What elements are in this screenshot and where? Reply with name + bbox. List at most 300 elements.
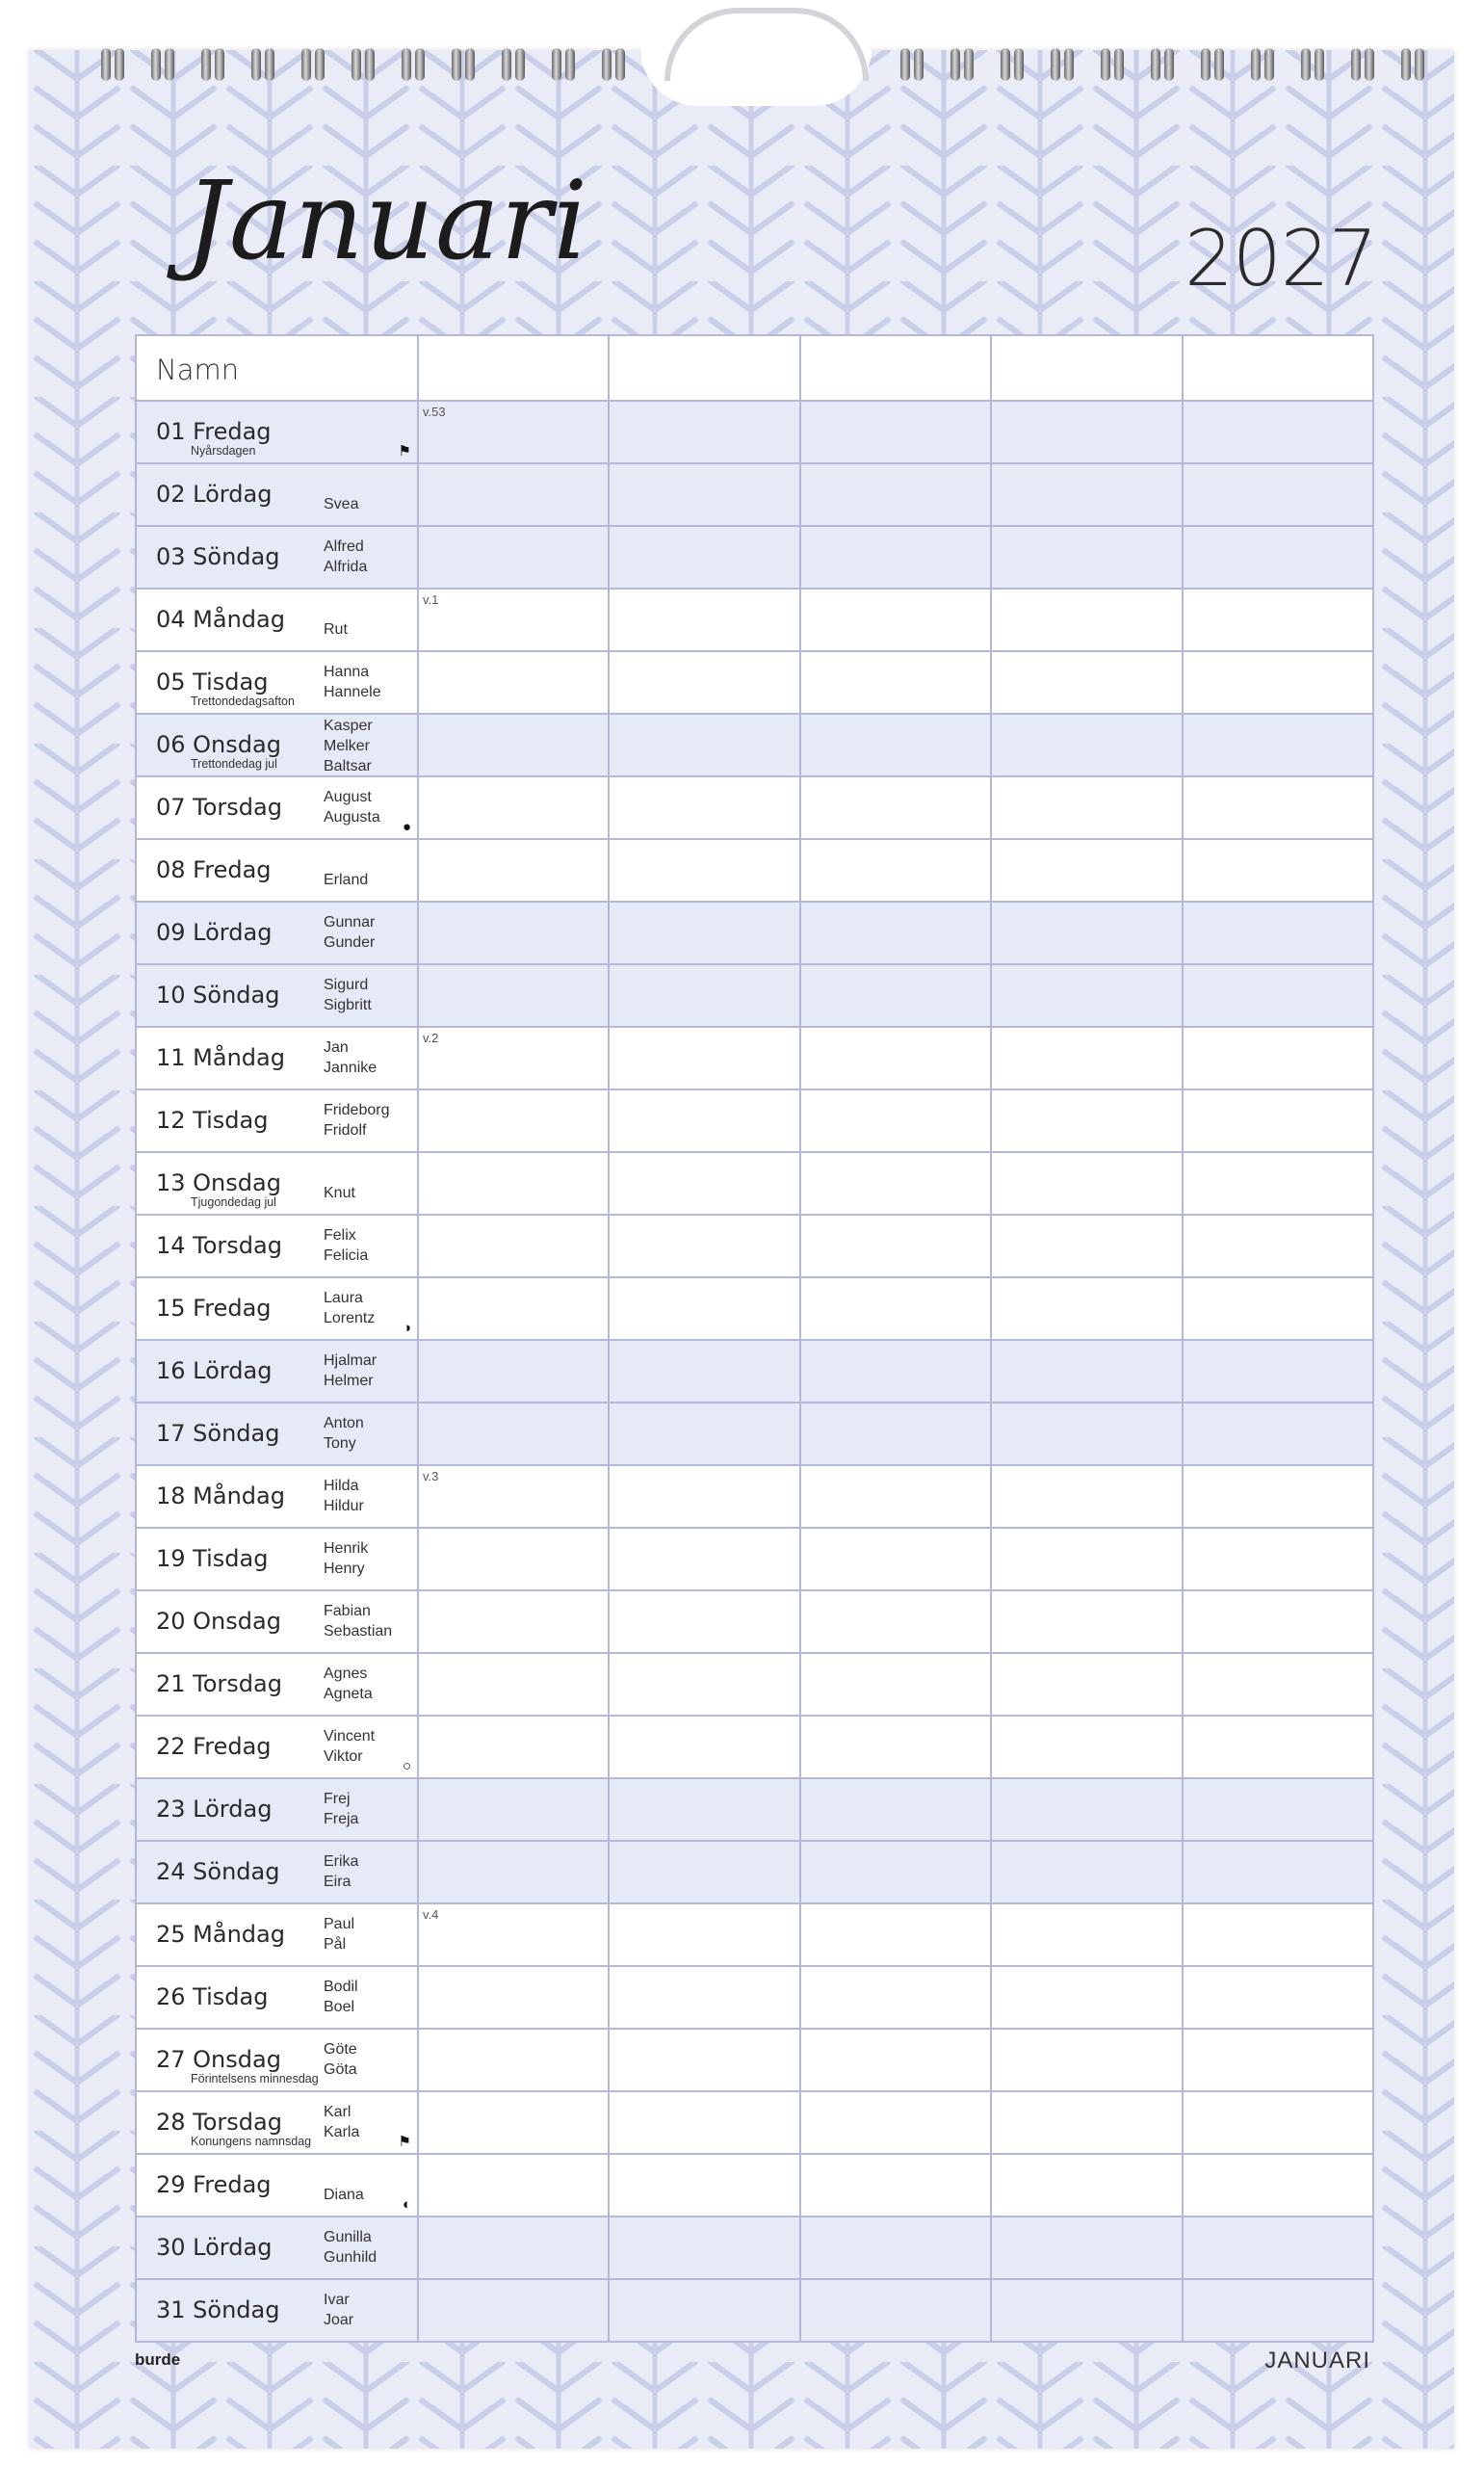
name-day-entry: Knut [324,1185,355,1201]
name-day-entry: Jan [324,1039,349,1056]
day-label: 22 Fredag [156,1733,272,1760]
entry-cell[interactable] [1184,1529,1372,1589]
entry-cell[interactable] [610,1529,800,1589]
name-day-list [324,2290,353,2330]
day-row [137,2030,1372,2092]
entry-cell[interactable] [801,652,992,713]
entry-cell[interactable] [610,2217,800,2278]
entry-cell[interactable] [419,590,610,650]
day-label: 17 Söndag [156,1420,280,1447]
entry-cell[interactable] [1184,1216,1372,1276]
entry-cell[interactable] [1184,1591,1372,1652]
binding-ring [1114,48,1124,81]
entry-cell[interactable] [610,2092,800,2153]
entry-cell[interactable] [419,1404,610,1464]
name-day-entry: Kasper [324,718,373,734]
entry-cell[interactable] [801,840,992,901]
entry-cell[interactable] [1184,715,1372,775]
name-day-entry: Boel [324,1999,355,2015]
entry-cell[interactable] [992,2217,1183,2278]
entry-cell[interactable] [801,1904,992,1965]
entry-cell[interactable] [801,777,992,838]
name-column-header[interactable] [801,336,992,400]
day-label-cell [137,840,419,901]
entry-cell[interactable] [801,1717,992,1777]
entry-cell[interactable] [1184,777,1372,838]
entry-cell[interactable] [992,1153,1183,1214]
entry-cell[interactable] [610,1278,800,1339]
name-day-entry: Paul [324,1916,355,1932]
name-day-list [324,2227,377,2268]
entry-cell[interactable] [610,1090,800,1151]
day-row [137,1404,1372,1466]
name-day-list [324,1851,358,1892]
name-day-list [324,2185,364,2205]
entry-cell[interactable] [992,2155,1183,2216]
day-label-cell [137,1216,419,1276]
day-label-cell [137,652,419,713]
name-day-list [324,1726,375,1767]
entry-cell[interactable] [1184,1278,1372,1339]
entry-cell[interactable] [419,1842,610,1902]
name-day-list [324,2039,357,2080]
entry-cell[interactable] [801,1591,992,1652]
entry-cell[interactable] [992,1529,1183,1589]
binding-ring [402,48,411,81]
name-day-list [324,1789,358,1829]
entry-cell[interactable] [419,965,610,1026]
entry-cell[interactable] [1184,903,1372,963]
entry-cell[interactable] [419,715,610,775]
entry-cell[interactable] [992,1028,1183,1089]
binding-ring [251,48,261,81]
name-day-entry: Augusta [324,809,380,826]
entry-cell[interactable] [801,402,992,462]
binding-ring [1301,48,1311,81]
entry-cell[interactable] [419,840,610,901]
entry-cell[interactable] [1184,2217,1372,2278]
name-day-entry: Pål [324,1936,347,1953]
day-row [137,1967,1372,2030]
entry-cell[interactable] [1184,590,1372,650]
entry-cell[interactable] [610,2030,800,2090]
name-day-entry: Felix [324,1227,356,1244]
entry-cell[interactable] [1184,1717,1372,1777]
day-row [137,1090,1372,1153]
entry-cell[interactable] [801,590,992,650]
entry-cell[interactable] [801,2280,992,2341]
day-row [137,777,1372,840]
name-day-list [324,1037,377,1078]
calendar-grid [135,334,1374,2343]
entry-cell[interactable] [801,1779,992,1840]
entry-cell[interactable] [1184,840,1372,901]
day-label-cell [137,2092,419,2153]
day-label: 02 Lördag [156,481,273,508]
flag-icon: ⚑ [398,443,411,459]
day-label: 28 Torsdag [156,2109,282,2136]
name-column-header[interactable] [992,336,1183,400]
entry-cell[interactable] [419,1278,610,1339]
week-number: v.2 [423,1031,439,1045]
entry-cell[interactable] [610,1591,800,1652]
day-row [137,715,1372,777]
day-row [137,527,1372,590]
entry-cell[interactable] [610,527,800,588]
day-row [137,2092,1372,2155]
entry-cell[interactable] [992,715,1183,775]
entry-cell[interactable] [419,1216,610,1276]
entry-cell[interactable] [1184,1779,1372,1840]
day-label-cell [137,1717,419,1777]
day-label-cell [137,715,419,775]
entry-cell[interactable] [610,1216,800,1276]
name-day-entry: Frej [324,1791,351,1807]
entry-cell[interactable] [992,777,1183,838]
holiday-label: Trettondedagsafton [191,695,295,708]
day-row [137,1904,1372,1967]
entry-cell[interactable] [992,965,1183,1026]
entry-cell[interactable] [419,1904,610,1965]
entry-cell[interactable] [801,2030,992,2090]
name-day-list [324,537,367,577]
name-day-list [324,1288,375,1328]
entry-cell[interactable] [610,2280,800,2341]
entry-cell[interactable] [1184,1967,1372,2028]
entry-cell[interactable] [419,652,610,713]
day-label-cell [137,1529,419,1589]
entry-cell[interactable] [1184,2092,1372,2153]
entry-cell[interactable] [992,1404,1183,1464]
name-day-entry: Lorentz [324,1310,376,1326]
name-day-list [324,662,381,702]
entry-cell[interactable] [610,1967,800,2028]
entry-cell[interactable] [992,402,1183,462]
entry-cell[interactable] [610,1717,800,1777]
entry-cell[interactable] [610,1341,800,1402]
entry-cell[interactable] [801,1278,992,1339]
name-day-entry: Gunilla [324,2229,372,2245]
entry-cell[interactable] [992,1090,1183,1151]
day-label: 06 Onsdag [156,731,281,758]
day-label: 01 Fredag [156,418,272,445]
entry-cell[interactable] [1184,1466,1372,1527]
name-day-entry: Agneta [324,1686,373,1702]
entry-cell[interactable] [992,1216,1183,1276]
entry-cell[interactable] [1184,2280,1372,2341]
day-label-cell [137,777,419,838]
entry-cell[interactable] [992,1967,1183,2028]
entry-cell[interactable] [801,527,992,588]
binding-ring [1214,48,1224,81]
entry-cell[interactable] [1184,652,1372,713]
day-row [137,1341,1372,1404]
entry-cell[interactable] [801,1028,992,1089]
entry-cell[interactable] [801,715,992,775]
day-label: 31 Söndag [156,2296,280,2323]
entry-cell[interactable] [992,840,1183,901]
entry-cell[interactable] [419,1529,610,1589]
name-day-entry: Anton [324,1415,364,1431]
name-day-entry: Svea [324,496,359,512]
name-day-list [324,1100,389,1141]
entry-cell[interactable] [610,1153,800,1214]
name-day-list [324,1538,368,1579]
name-day-entry: Gunhild [324,2249,378,2266]
name-day-entry: Melker [324,738,371,754]
binding-ring [1264,48,1274,81]
entry-cell[interactable] [610,1404,800,1464]
entry-cell[interactable] [610,1654,800,1715]
entry-cell[interactable] [419,1028,610,1089]
binding-ring [315,48,325,81]
entry-cell[interactable] [992,1842,1183,1902]
entry-cell[interactable] [992,1717,1183,1777]
day-label: 05 Tisdag [156,669,269,695]
entry-cell[interactable] [419,2092,610,2153]
entry-cell[interactable] [1184,1090,1372,1151]
entry-cell[interactable] [1184,1341,1372,1402]
last-quarter-moon-icon: ◐ [402,2196,411,2213]
day-label-cell [137,2280,419,2341]
entry-cell[interactable] [419,2030,610,2090]
entry-cell[interactable] [801,2155,992,2216]
entry-cell[interactable] [801,965,992,1026]
entry-cell[interactable] [419,2155,610,2216]
entry-cell[interactable] [992,2280,1183,2341]
binding-ring [115,48,124,81]
entry-cell[interactable] [419,777,610,838]
day-row [137,2217,1372,2280]
entry-cell[interactable] [1184,2155,1372,2216]
day-label-cell [137,1904,419,1965]
name-day-entry: Freja [324,1811,359,1827]
entry-cell[interactable] [992,1904,1183,1965]
entry-cell[interactable] [992,1341,1183,1402]
day-label: 13 Onsdag [156,1169,281,1196]
entry-cell[interactable] [801,1341,992,1402]
entry-cell[interactable] [419,1466,610,1527]
day-label-cell [137,1090,419,1151]
name-day-list [324,1476,364,1516]
binding-ring [552,48,561,81]
day-row [137,1842,1372,1904]
entry-cell[interactable] [992,903,1183,963]
day-label-cell [137,590,419,650]
entry-cell[interactable] [419,2217,610,2278]
name-day-list [324,619,348,640]
day-label: 16 Lördag [156,1357,273,1384]
entry-cell[interactable] [610,1779,800,1840]
entry-cell[interactable] [419,1341,610,1402]
entry-cell[interactable] [610,402,800,462]
first-quarter-moon-icon: ◑ [402,1320,411,1336]
name-day-entry: Henrik [324,1540,369,1557]
entry-cell[interactable] [1184,965,1372,1026]
entry-cell[interactable] [992,2092,1183,2153]
binding-ring [265,48,274,81]
entry-cell[interactable] [419,1717,610,1777]
entry-cell[interactable] [1184,1028,1372,1089]
day-label: 07 Torsdag [156,794,282,821]
day-row [137,1216,1372,1278]
entry-cell[interactable] [1184,1153,1372,1214]
name-day-entry: Agnes [324,1666,368,1682]
name-column-header[interactable] [610,336,800,400]
name-day-list [324,975,372,1015]
entry-cell[interactable] [992,2030,1183,2090]
day-label: 20 Onsdag [156,1608,281,1635]
day-label-cell [137,1466,419,1527]
binding-ring [602,48,612,81]
entry-cell[interactable] [610,464,800,525]
binding-ring [465,48,475,81]
entry-cell[interactable] [1184,1904,1372,1965]
name-day-list [324,1351,377,1391]
entry-cell[interactable] [1184,402,1372,462]
name-day-entry: Karl [324,2104,351,2120]
day-row [137,2280,1372,2343]
day-row [137,840,1372,903]
name-day-entry: Rut [324,621,348,638]
name-day-entry: Tony [324,1435,356,1452]
entry-cell[interactable] [992,527,1183,588]
day-row [137,464,1372,527]
entry-cell[interactable] [992,1654,1183,1715]
day-label-cell [137,1967,419,2028]
day-label-cell [137,1779,419,1840]
entry-cell[interactable] [610,1028,800,1089]
entry-cell[interactable] [801,1529,992,1589]
entry-cell[interactable] [610,903,800,963]
entry-cell[interactable] [610,965,800,1026]
name-day-entry: Erika [324,1853,359,1870]
entry-cell[interactable] [801,2092,992,2153]
entry-cell[interactable] [419,2280,610,2341]
binding-ring [1401,48,1411,81]
day-label: 11 Måndag [156,1044,285,1071]
namn-header-cell [137,336,419,400]
entry-cell[interactable] [992,590,1183,650]
entry-cell[interactable] [992,1278,1183,1339]
entry-cell[interactable] [1184,527,1372,588]
holiday-label: Trettondedag jul [191,757,277,771]
entry-cell[interactable] [801,1654,992,1715]
name-column-header[interactable] [1184,336,1372,400]
day-label: 15 Fredag [156,1295,272,1322]
entry-cell[interactable] [419,464,610,525]
entry-cell[interactable] [801,1153,992,1214]
name-day-list [324,494,358,514]
entry-cell[interactable] [801,1090,992,1151]
month-title: Januari [185,159,589,284]
entry-cell[interactable] [992,464,1183,525]
binding-ring [201,48,211,81]
entry-cell[interactable] [419,402,610,462]
entry-cell[interactable] [610,715,800,775]
entry-cell[interactable] [610,840,800,901]
entry-cell[interactable] [610,652,800,713]
entry-cell[interactable] [419,903,610,963]
binding-ring [365,48,375,81]
binding-ring [1164,48,1174,81]
flag-icon: ⚑ [398,2134,411,2150]
entry-cell[interactable] [992,652,1183,713]
week-number: v.53 [423,405,446,419]
entry-cell[interactable] [610,2155,800,2216]
entry-cell[interactable] [419,1779,610,1840]
entry-cell[interactable] [801,1466,992,1527]
entry-cell[interactable] [419,527,610,588]
name-day-entry: Fabian [324,1603,371,1619]
day-label-cell [137,2217,419,2278]
entry-cell[interactable] [801,1842,992,1902]
entry-cell[interactable] [1184,1404,1372,1464]
entry-cell[interactable] [801,1216,992,1276]
entry-cell[interactable] [801,1404,992,1464]
entry-cell[interactable] [610,1842,800,1902]
entry-cell[interactable] [419,1153,610,1214]
entry-cell[interactable] [801,1967,992,2028]
entry-cell[interactable] [992,1591,1183,1652]
name-day-entry: Henry [324,1561,365,1577]
entry-cell[interactable] [1184,464,1372,525]
entry-cell[interactable] [992,1466,1183,1527]
binding-ring [615,48,625,81]
name-day-entry: Sigbritt [324,997,372,1013]
entry-cell[interactable] [1184,1654,1372,1715]
name-day-list [324,787,380,827]
entry-cell[interactable] [419,1654,610,1715]
binding-ring [151,48,161,81]
entry-cell[interactable] [992,1779,1183,1840]
name-day-entry: Alfred [324,538,364,555]
day-label: 08 Fredag [156,856,272,883]
name-day-entry: Baltsar [324,758,372,774]
entry-cell[interactable] [610,777,800,838]
day-row [137,1153,1372,1216]
binding-ring [301,48,311,81]
day-label: 12 Tisdag [156,1107,269,1134]
entry-cell[interactable] [1184,2030,1372,2090]
binding-ring [1315,48,1324,81]
day-label: 29 Fredag [156,2171,272,2198]
entry-cell[interactable] [419,1967,610,2028]
entry-cell[interactable] [801,903,992,963]
day-label-cell [137,1404,419,1464]
header-row [137,336,1372,402]
entry-cell[interactable] [419,1591,610,1652]
day-row [137,2155,1372,2217]
day-label: 10 Söndag [156,982,280,1009]
entry-cell[interactable] [1184,1842,1372,1902]
name-column-header[interactable] [419,336,610,400]
entry-cell[interactable] [801,464,992,525]
holiday-label: Tjugondedag jul [191,1195,276,1209]
entry-cell[interactable] [610,590,800,650]
name-day-entry: Hildur [324,1498,364,1514]
entry-cell[interactable] [610,1904,800,1965]
day-label-cell [137,1278,419,1339]
entry-cell[interactable] [801,2217,992,2278]
entry-cell[interactable] [419,1090,610,1151]
day-label-cell [137,965,419,1026]
name-day-list [324,1601,392,1641]
name-day-list [324,1914,354,1954]
binding-ring [900,48,910,81]
entry-cell[interactable] [610,1466,800,1527]
binding-ring [515,48,525,81]
